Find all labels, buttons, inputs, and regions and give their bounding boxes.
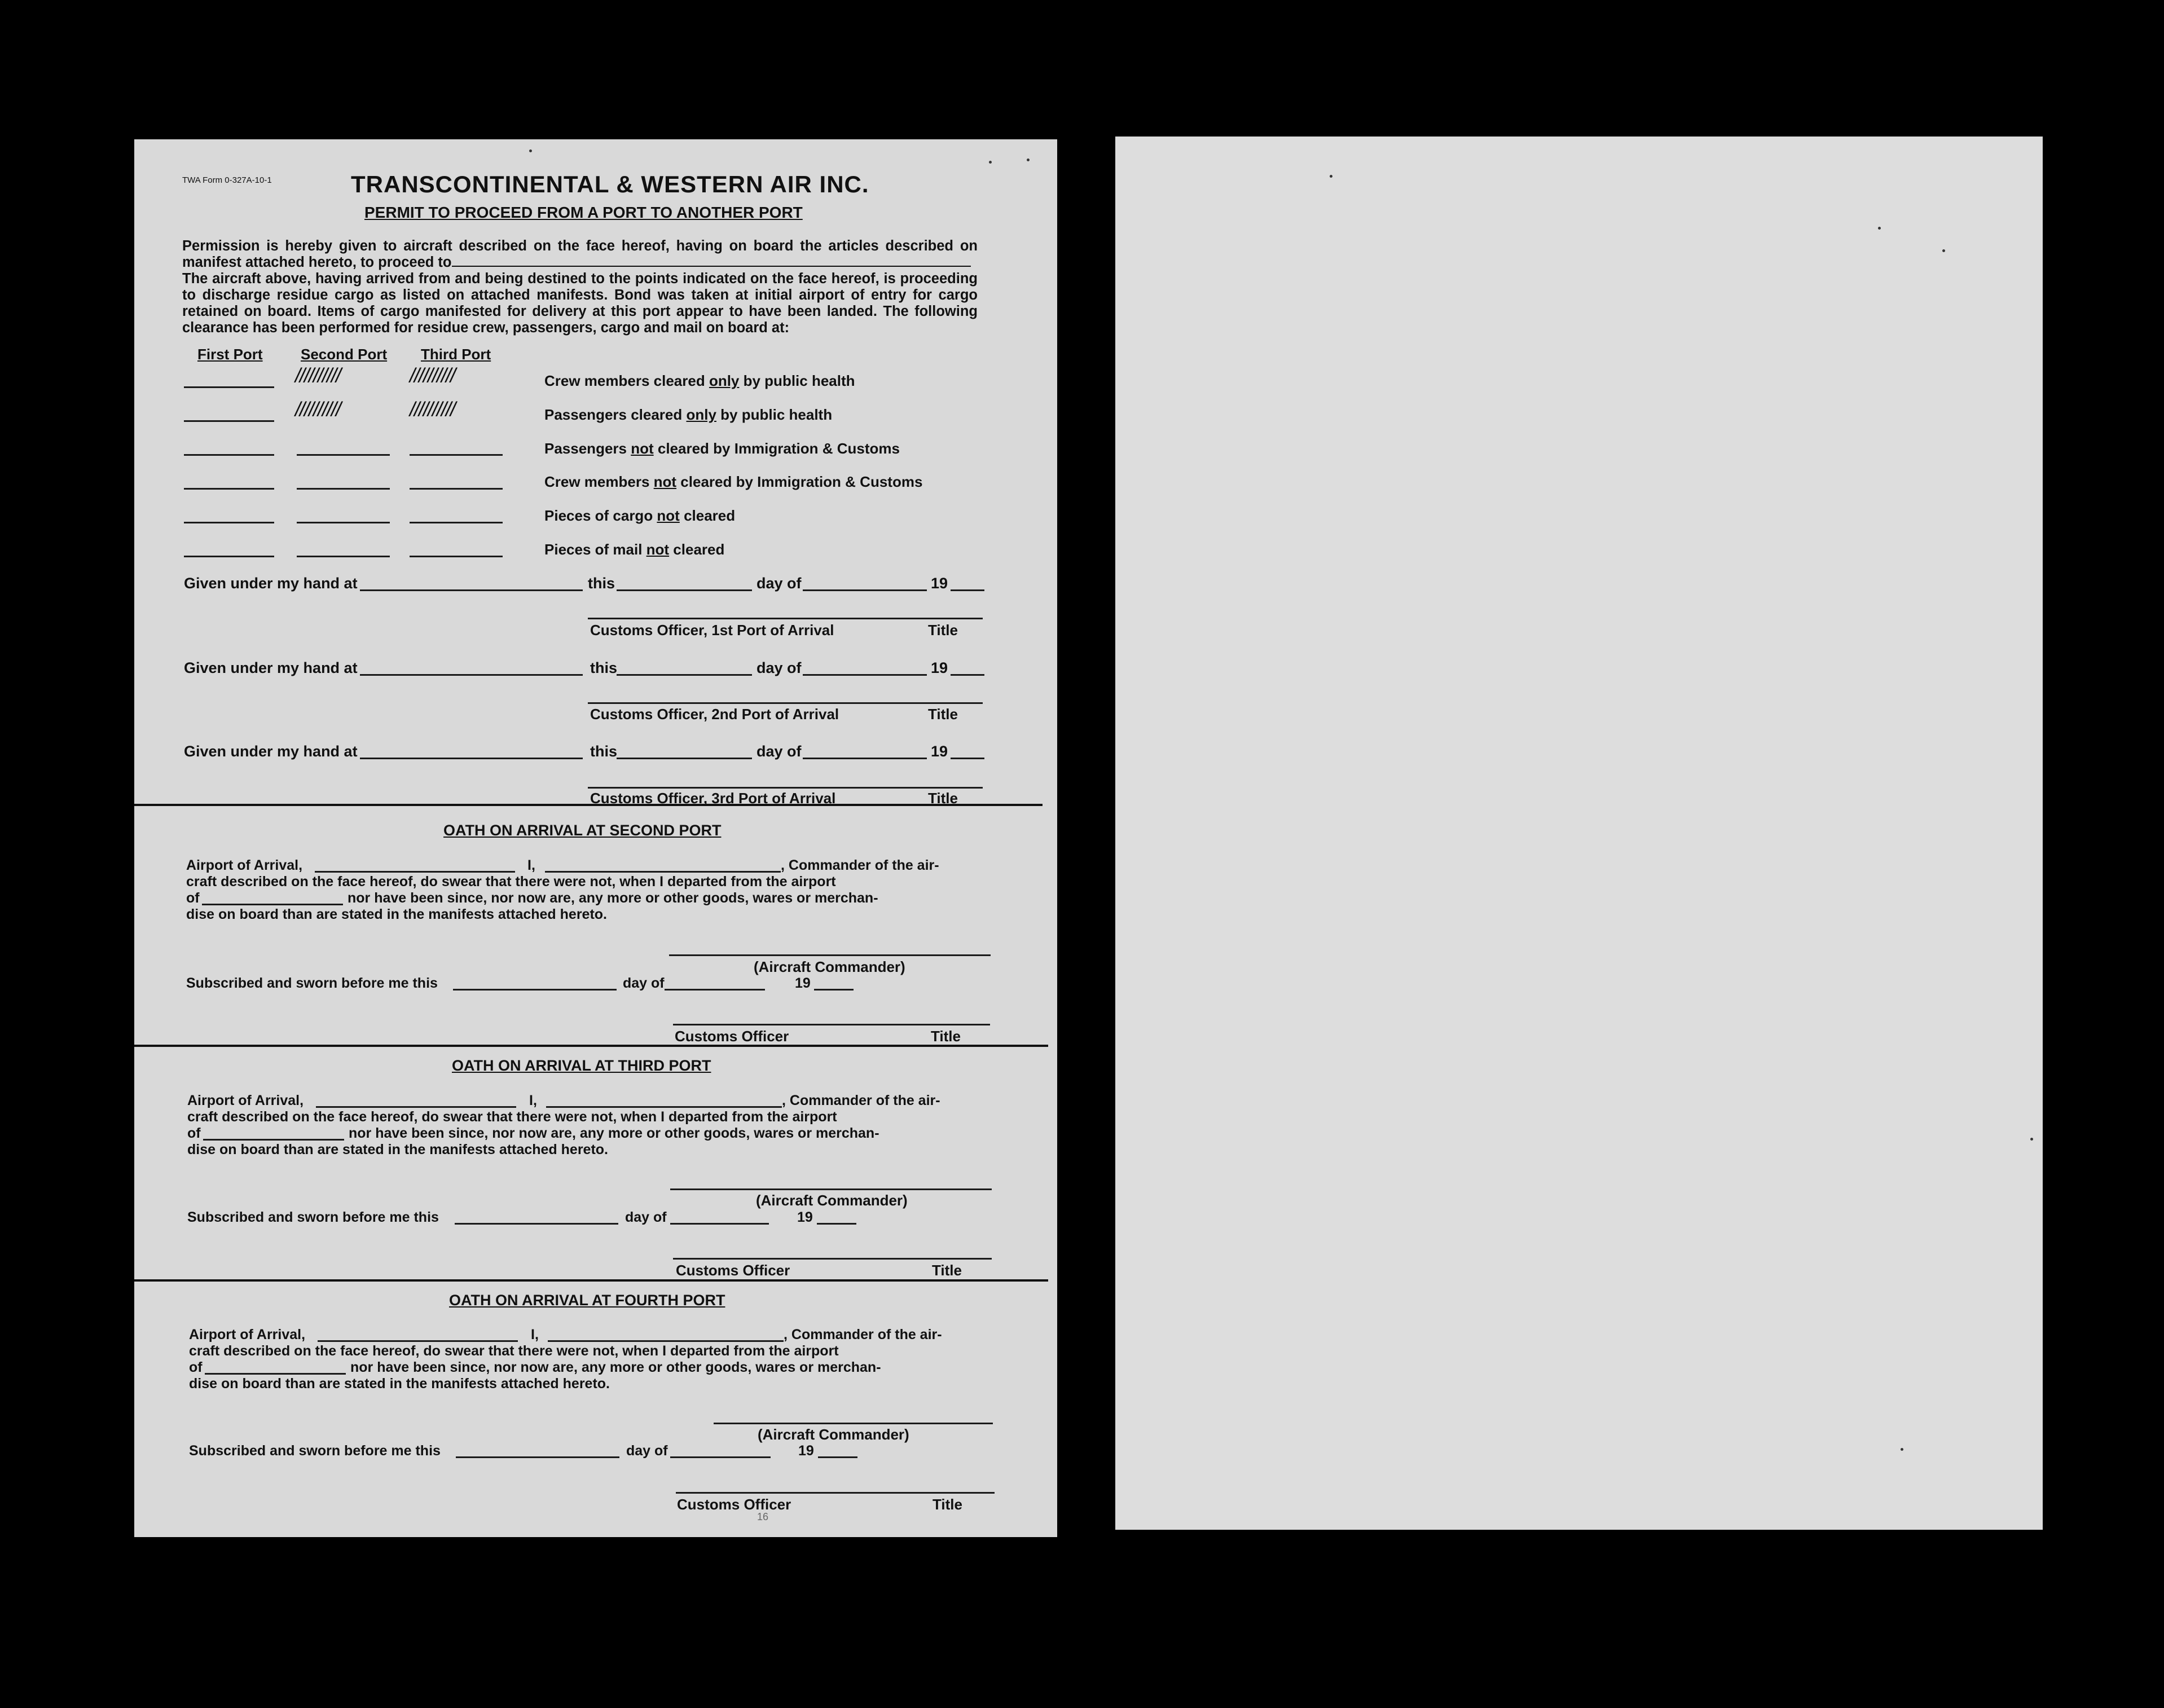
commander-name-field[interactable] [546,1106,782,1108]
place-field[interactable] [360,758,583,759]
first-port-field[interactable] [184,488,274,490]
sworn-month-field[interactable] [665,989,765,991]
sworn-date-field[interactable] [453,989,617,991]
clearance-label: Pieces of cargo not cleared [544,507,736,524]
commander-name-field[interactable] [545,871,781,873]
intro-paragraph [182,238,978,336]
second-port-field[interactable] [297,522,390,523]
clearance-label: Crew members not cleared by Immigration & Customs [544,473,923,490]
col-first-port: First Port [197,346,263,363]
year-label: 19 [931,743,948,760]
day-of-label: day of [756,659,802,676]
oath-i-label: I, [529,1093,537,1108]
section-divider [134,1045,1048,1047]
speck [529,149,532,152]
this-field[interactable] [617,758,752,759]
third-port-field[interactable] [410,522,503,523]
given-label: Given under my hand at [184,743,358,760]
intro-text-2: The aircraft above, having arrived from and being destined to the points indicated on the face hereof, is proceeding to discharge residue cargo as listed on attached manifests. Bond was taken at initial airport of entry for cargo retained on board. Items of cargo manifested for delivery at this port appear to have been landed. The following clearance has been performed for residue crew, passengers, cargo and mail on board at: [182,271,978,336]
oath-line-4: dise on board than are stated in the manifests attached hereto. [186,906,607,922]
oath-line-2: craft described on the face hereof, do swear that there were not, when I departed from the airport [189,1343,839,1359]
speck [1330,175,1332,178]
commander-signature-field[interactable] [669,954,991,956]
subscribed-label: Subscribed and sworn before me this [189,1443,441,1459]
commander-signature-field[interactable] [714,1423,993,1424]
customs-officer-label: Customs Officer [677,1496,791,1513]
second-port-field[interactable] [297,454,390,456]
title-label: Title [933,1496,962,1513]
this-field[interactable] [617,674,752,676]
year-field[interactable] [818,1456,857,1458]
oath-line-4: dise on board than are stated in the manifests attached hereto. [187,1142,608,1157]
day-of-label: day of [623,975,665,991]
sworn-month-field[interactable] [670,1223,769,1225]
oath-line-3: nor have been since, nor now are, any more or other goods, wares or merchan- [349,1125,879,1141]
third-port-field[interactable] [410,454,503,456]
hatched-field: ////////// [295,364,341,387]
clearance-label: Crew members cleared only by public health [544,372,855,389]
hatched-field: ////////// [295,398,341,421]
commander-name-field[interactable] [548,1340,784,1342]
date-field[interactable] [803,758,927,759]
officer-signature-field[interactable] [588,702,983,704]
col-third-port: Third Port [421,346,491,363]
sworn-date-field[interactable] [455,1223,618,1225]
airport-field[interactable] [315,871,515,873]
col-second-port: Second Port [301,346,388,363]
year-field[interactable] [951,674,984,676]
year-label: 19 [798,1443,814,1459]
oath-heading: OATH ON ARRIVAL AT SECOND PORT [443,822,722,839]
oath-i-label: I, [527,857,535,873]
oath-commander-text: , Commander of the air- [781,857,939,873]
given-label: Given under my hand at [184,659,358,676]
hatched-field: ////////// [410,364,455,387]
oath-airport-label: Airport of Arrival, [186,857,303,873]
speck [1878,227,1881,230]
form-title: PERMIT TO PROCEED FROM A PORT TO ANOTHER PORT [364,204,803,221]
title-label: Title [928,790,958,807]
form-number: TWA Form 0-327A-10-1 [182,175,272,185]
year-label: 19 [795,975,811,991]
subscribed-label: Subscribed and sworn before me this [187,1209,439,1225]
customs-officer-label: Customs Officer [675,1028,789,1045]
officer-signature-field[interactable] [588,787,983,789]
this-label: this [590,659,618,676]
oath-commander-text: , Commander of the air- [784,1327,942,1342]
title-label: Title [928,706,958,723]
oath-commander-text: , Commander of the air- [782,1093,940,1108]
year-field[interactable] [951,589,984,591]
place-field[interactable] [360,589,583,591]
year-field[interactable] [814,989,854,991]
section-divider [134,1279,1048,1282]
oath-of-label: of [186,890,200,906]
departed-airport-field[interactable] [202,904,343,905]
year-field[interactable] [817,1223,856,1225]
day-of-label: day of [756,575,802,592]
second-port-field[interactable] [297,488,390,490]
aircraft-commander-label: (Aircraft Commander) [754,958,905,975]
sworn-month-field[interactable] [670,1456,771,1458]
year-label: 19 [797,1209,813,1225]
clearance-label: Passengers cleared only by public health [544,406,833,423]
third-port-field[interactable] [410,556,503,557]
hatched-field: ////////// [410,398,455,421]
this-label: this [588,575,615,592]
oath-line-2: craft described on the face hereof, do swear that there were not, when I departed from the airport [186,874,836,890]
first-port-field[interactable] [184,556,274,557]
day-of-label: day of [626,1443,668,1459]
third-port-field[interactable] [410,488,503,490]
this-field[interactable] [617,589,752,591]
first-port-field[interactable] [184,454,274,456]
date-field[interactable] [803,674,927,676]
oath-airport-label: Airport of Arrival, [187,1093,304,1108]
day-of-label: day of [756,743,802,760]
officer-label: Customs Officer, 1st Port of Arrival [590,622,834,639]
clearance-label: Passengers not cleared by Immigration & Customs [544,440,900,457]
oath-heading: OATH ON ARRIVAL AT THIRD PORT [452,1057,711,1074]
speck [989,161,992,164]
airport-field[interactable] [316,1106,516,1108]
commander-signature-field[interactable] [670,1188,992,1190]
year-label: 19 [931,659,948,676]
proceed-to-field[interactable] [452,266,971,267]
speck [1901,1448,1903,1451]
title-label: Title [931,1028,961,1045]
departed-airport-field[interactable] [205,1373,346,1375]
blank-page [1115,137,2043,1530]
officer-signature-field[interactable] [588,618,983,619]
year-field[interactable] [951,758,984,759]
title-label: Title [932,1262,962,1279]
oath-airport-label: Airport of Arrival, [189,1327,306,1342]
intro-text-1: Permission is hereby given to aircraft described on the face hereof, having on board the articles described on manifest attached hereto, to proceed to [182,238,978,270]
subscribed-label: Subscribed and sworn before me this [186,975,438,991]
place-field[interactable] [360,674,583,676]
speck [2030,1138,2033,1141]
customs-signature-field[interactable] [676,1492,995,1494]
form-page [134,139,1057,1537]
oath-of-label: of [187,1125,201,1141]
date-field[interactable] [803,589,927,591]
year-label: 19 [931,575,948,592]
day-of-label: day of [625,1209,667,1225]
departed-airport-field[interactable] [203,1139,344,1141]
this-label: this [590,743,618,760]
company-name: TRANSCONTINENTAL & WESTERN AIR INC. [351,171,869,197]
oath-line-3: nor have been since, nor now are, any more or other goods, wares or merchan- [350,1359,881,1375]
speck [1942,249,1945,252]
officer-label: Customs Officer, 2nd Port of Arrival [590,706,839,723]
clearance-label: Pieces of mail not cleared [544,541,725,558]
first-port-field[interactable] [184,522,274,523]
first-port-field[interactable] [184,386,274,388]
airport-field[interactable] [318,1340,518,1342]
title-label: Title [928,622,958,639]
section-divider [134,804,1043,806]
page-mark: 16 [757,1511,769,1522]
customs-signature-field[interactable] [673,1258,992,1260]
oath-heading: OATH ON ARRIVAL AT FOURTH PORT [449,1292,725,1309]
aircraft-commander-label: (Aircraft Commander) [756,1192,908,1209]
first-port-field[interactable] [184,420,274,422]
aircraft-commander-label: (Aircraft Commander) [758,1426,909,1443]
oath-of-label: of [189,1359,203,1375]
oath-i-label: I, [531,1327,539,1342]
customs-signature-field[interactable] [673,1024,990,1025]
second-port-field[interactable] [297,556,390,557]
customs-officer-label: Customs Officer [676,1262,790,1279]
oath-line-2: craft described on the face hereof, do swear that there were not, when I departed from the airport [187,1109,837,1125]
sworn-date-field[interactable] [456,1456,619,1458]
oath-line-3: nor have been since, nor now are, any more or other goods, wares or merchan- [348,890,878,906]
oath-line-4: dise on board than are stated in the manifests attached hereto. [189,1376,610,1392]
given-label: Given under my hand at [184,575,358,592]
speck [1027,159,1030,161]
officer-label: Customs Officer, 3rd Port of Arrival [590,790,836,807]
